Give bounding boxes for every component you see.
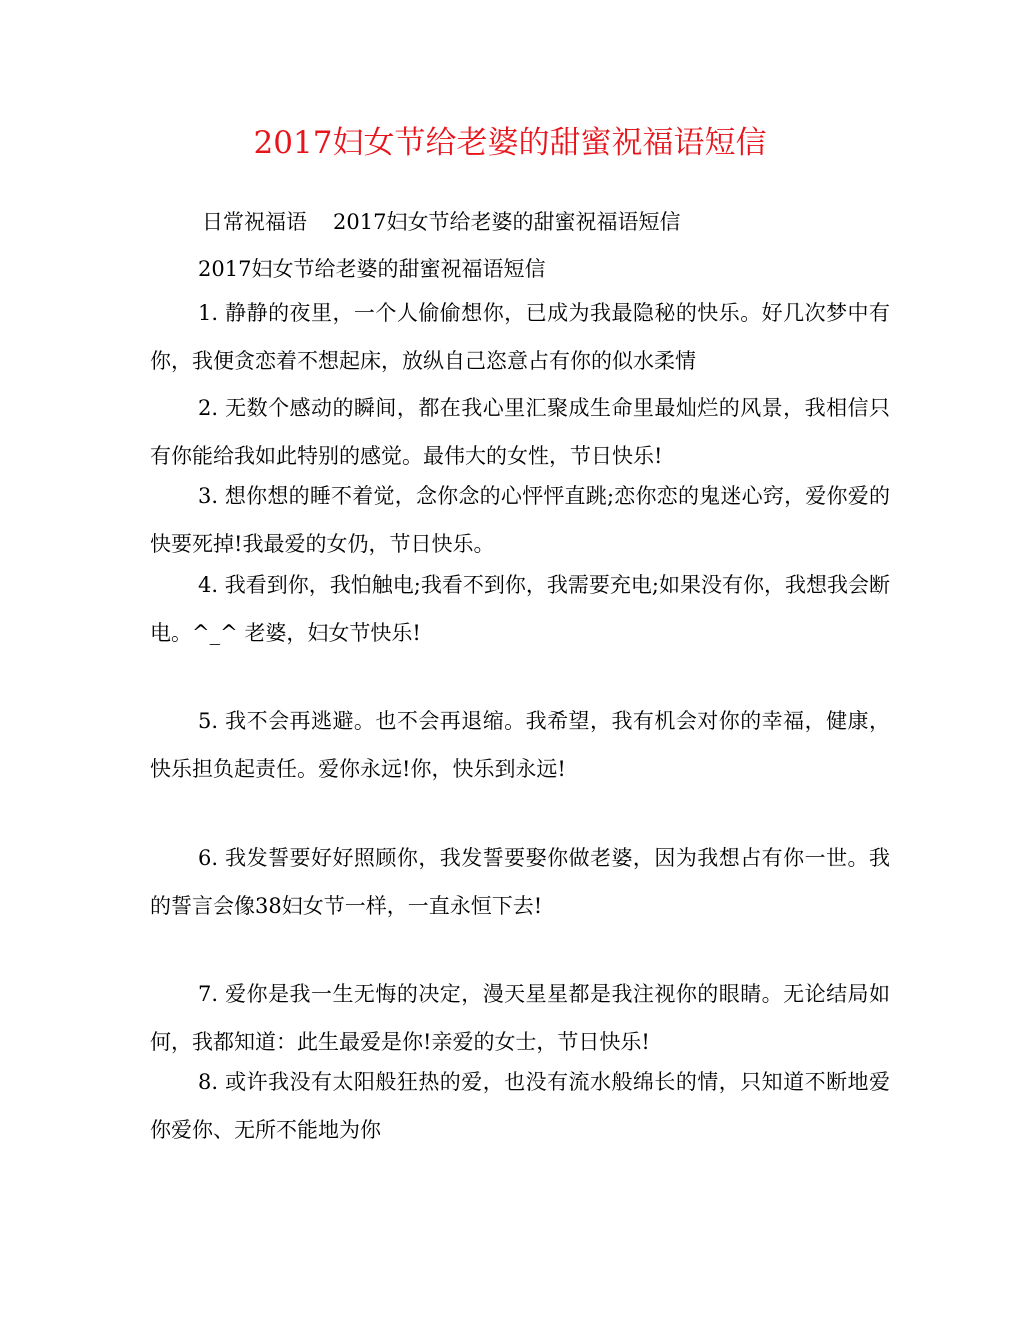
breadcrumb-category: 日常祝福语 [202, 210, 307, 234]
document-title: 2017妇女节给老婆的甜蜜祝福语短信 [253, 125, 767, 161]
paragraph-7: 7. 爱你是我一生无悔的决定，漫天星星都是我注视你的眼睛。无论结局如何，我都知道：此生最爱是你!亲爱的女士，节日快乐! [150, 982, 890, 1054]
paragraph-1: 1. 静静的夜里，一个人偷偷想你，已成为我最隐秘的快乐。好几次梦中有你，我便贪恋着不想起床，放纵自己恣意占有你的似水柔情 [150, 301, 890, 373]
paragraph-4: 4. 我看到你，我怕触电;我看不到你，我需要充电;如果没有你，我想我会断电。^_^ 老婆，妇女节快乐! [150, 573, 890, 645]
breadcrumb-article: 2017妇女节给老婆的甜蜜祝福语短信 [333, 210, 681, 234]
paragraph-3: 3. 想你想的睡不着觉，念你念的心怦怦直跳;恋你恋的鬼迷心窍，爱你爱的快要死掉!我最爱的女仍，节日快乐。 [150, 484, 890, 556]
document-subtitle: 2017妇女节给老婆的甜蜜祝福语短信 [198, 257, 546, 281]
paragraph-8: 8. 或许我没有太阳般狂热的爱，也没有流水般绵长的情，只知道不断地爱你爱你、无所不能地为你 [150, 1070, 890, 1142]
breadcrumb [202, 207, 942, 237]
paragraph-2: 2. 无数个感动的瞬间，都在我心里汇聚成生命里最灿烂的风景，我相信只有你能给我如此特别的感觉。最伟大的女性，节日快乐! [150, 396, 890, 468]
paragraph-5: 5. 我不会再逃避。也不会再退缩。我希望，我有机会对你的幸福，健康，快乐担负起责任。爱你永远!你，快乐到永远! [150, 709, 890, 781]
paragraph-6: 6. 我发誓要好好照顾你，我发誓要娶你做老婆，因为我想占有你一世。我的誓言会像38妇女节一样，一直永恒下去! [150, 846, 890, 918]
